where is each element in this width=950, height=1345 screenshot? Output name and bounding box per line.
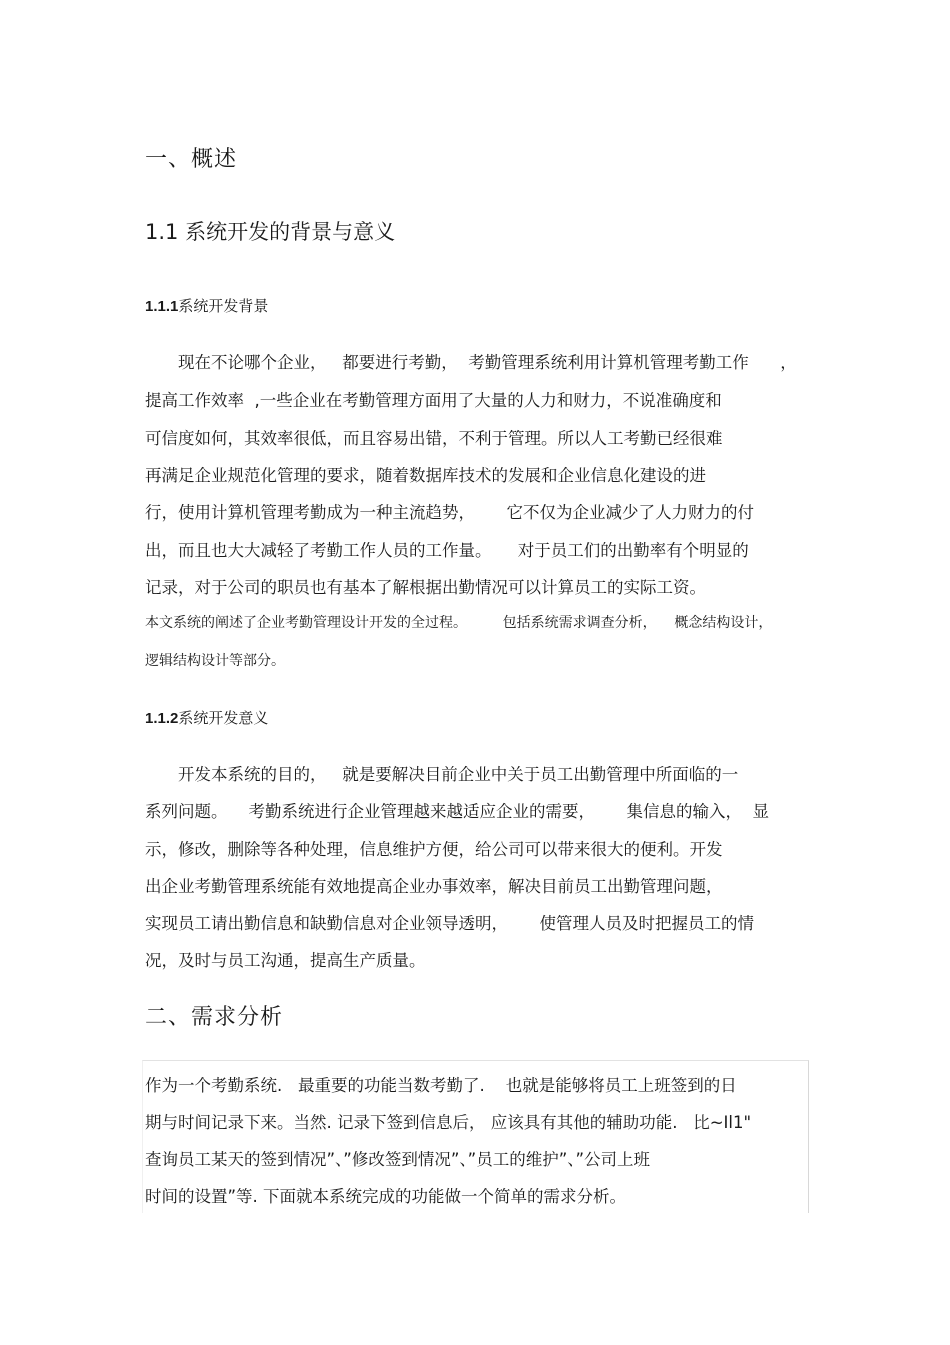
paragraph-line: 逻辑结构设计等部分。 — [145, 653, 285, 669]
section-2-heading: 二、需求分析 — [145, 1005, 284, 1030]
paragraph-line: 系列问题。 考勤系统进行企业管理越来越适应企业的需要， 集信息的输入， 显 — [145, 802, 769, 821]
section-title: 系统开发意义 — [178, 709, 269, 727]
paragraph-line: 可信度如何，其效率很低，而且容易出错，不利于管理。所以人工考勤已经很难 — [145, 429, 723, 448]
paragraph-line: 行，使用计算机管理考勤成为一种主流趋势， 它不仅为企业减少了人力财力的付 — [145, 503, 754, 522]
paragraph-line: 期与时间记录下来。当然. 记录下签到信息后， 应该具有其他的辅助功能. 比~Il1" — [145, 1113, 752, 1132]
paragraph-line: 再满足企业规范化管理的要求，随着数据库技术的发展和企业信息化建设的进 — [145, 466, 706, 485]
section-1-1-heading: 1.1 系统开发的背景与意义 — [145, 220, 396, 244]
paragraph-line: 况，及时与员工沟通，提高生产质量。 — [145, 951, 426, 970]
paragraph-line: 提高工作效率 ,一些企业在考勤管理方面用了大量的人力和财力，不说准确度和 — [145, 391, 722, 410]
paragraph-line: 出，而且也大大减轻了考勤工作人员的工作量。 对于员工们的出勤率有个明显的 — [145, 541, 749, 560]
paragraph-line: 本文系统的阐述了企业考勤管理设计开发的全过程。 包括系统需求调查分析， 概念结构设计， — [145, 615, 773, 631]
section-title: 系统开发背景 — [178, 297, 269, 315]
paragraph-line: 出企业考勤管理系统能有效地提高企业办事效率，解决目前员工出勤管理问题， — [145, 877, 723, 896]
paragraph-line: 查询员工某天的签到情况”、”修改签到情况”、”员工的维护”、”公司上班 — [145, 1150, 651, 1169]
section-1-1-1-heading — [145, 295, 268, 316]
paragraph-line: 实现员工请出勤信息和缺勤信息对企业领导透明， 使管理人员及时把握员工的情 — [145, 914, 754, 933]
section-1-heading: 一、概述 — [145, 147, 238, 172]
section-number: 1.1.1 — [145, 298, 179, 315]
paragraph-line: 开发本系统的目的， 就是要解决目前企业中关于员工出勤管理中所面临的一 — [178, 765, 739, 784]
paragraph-line: 作为一个考勤系统. 最重要的功能当数考勤了. 也就是能够将员工上班签到的日 — [145, 1076, 737, 1095]
section-number: 1.1.2 — [145, 710, 179, 727]
paragraph-line: 时间的设置”等. 下面就本系统完成的功能做一个简单的需求分析。 — [145, 1187, 627, 1206]
paragraph-line: 示，修改，删除等各种处理，信息维护方便，给公司可以带来很大的便利。开发 — [145, 840, 723, 859]
paragraph-line: 现在不论哪个企业， 都要进行考勤， 考勤管理系统利用计算机管理考勤工作 ， — [178, 353, 797, 372]
section-1-1-2-heading — [145, 707, 268, 728]
paragraph-line: 记录，对于公司的职员也有基本了解根据出勤情况可以计算员工的实际工资。 — [145, 578, 706, 597]
